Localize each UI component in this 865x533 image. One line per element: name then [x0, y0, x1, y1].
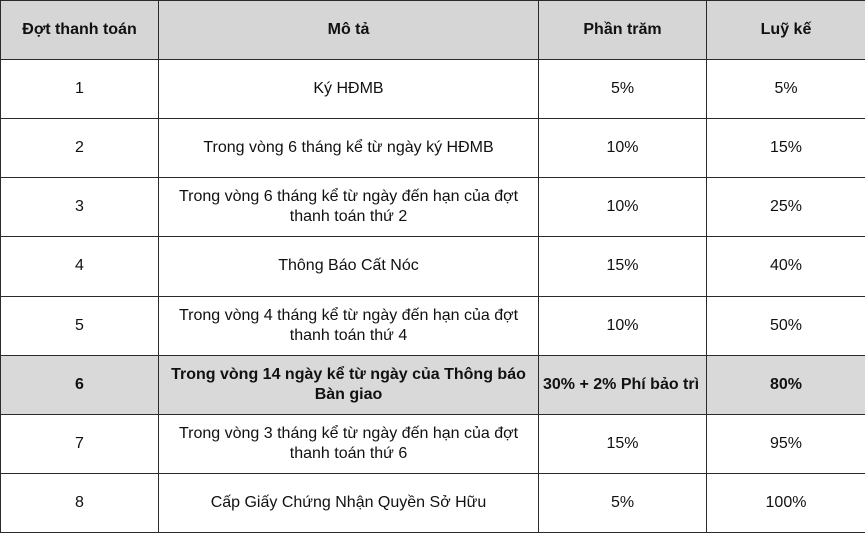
cell-cumulative: 5% [707, 60, 865, 119]
table-header [1, 1, 865, 60]
table-row [1, 178, 865, 237]
table-body [1, 60, 865, 533]
cell-cumulative: 95% [707, 414, 865, 473]
header-cumulative: Luỹ kế [707, 1, 865, 60]
cell-percent: 10% [539, 178, 707, 237]
cell-phase: 2 [1, 119, 159, 178]
cell-cumulative: 25% [707, 178, 865, 237]
cell-phase: 1 [1, 60, 159, 119]
header-description: Mô tả [159, 1, 539, 60]
table-row [1, 237, 865, 296]
cell-percent: 10% [539, 119, 707, 178]
header-percent: Phần trăm [539, 1, 707, 60]
cell-percent: 10% [539, 296, 707, 355]
cell-percent: 5% [539, 473, 707, 532]
cell-description: Trong vòng 6 tháng kể từ ngày ký HĐMB [159, 119, 539, 178]
cell-cumulative: 40% [707, 237, 865, 296]
cell-percent: 15% [539, 237, 707, 296]
cell-description: Trong vòng 3 tháng kể từ ngày đến hạn của đợt thanh toán thứ 6 [159, 414, 539, 473]
cell-phase: 7 [1, 414, 159, 473]
cell-cumulative: 80% [707, 355, 865, 414]
cell-description: Ký HĐMB [159, 60, 539, 119]
table-row [1, 414, 865, 473]
header-row [1, 1, 865, 60]
cell-phase: 6 [1, 355, 159, 414]
cell-cumulative: 15% [707, 119, 865, 178]
cell-percent: 5% [539, 60, 707, 119]
cell-cumulative: 100% [707, 473, 865, 532]
cell-description: Trong vòng 6 tháng kể từ ngày đến hạn của đợt thanh toán thứ 2 [159, 178, 539, 237]
cell-phase: 3 [1, 178, 159, 237]
cell-phase: 8 [1, 473, 159, 532]
table-row [1, 60, 865, 119]
table-row [1, 119, 865, 178]
header-phase: Đợt thanh toán [1, 1, 159, 60]
cell-description: Cấp Giấy Chứng Nhận Quyền Sở Hữu [159, 473, 539, 532]
cell-percent: 30% + 2% Phí bảo trì [539, 355, 707, 414]
table-row [1, 473, 865, 532]
cell-description: Trong vòng 14 ngày kể từ ngày của Thông báo Bàn giao [159, 355, 539, 414]
cell-phase: 4 [1, 237, 159, 296]
cell-phase: 5 [1, 296, 159, 355]
cell-cumulative: 50% [707, 296, 865, 355]
cell-description: Thông Báo Cất Nóc [159, 237, 539, 296]
cell-percent: 15% [539, 414, 707, 473]
table-row-highlighted [1, 355, 865, 414]
cell-description: Trong vòng 4 tháng kể từ ngày đến hạn của đợt thanh toán thứ 4 [159, 296, 539, 355]
table-row [1, 296, 865, 355]
